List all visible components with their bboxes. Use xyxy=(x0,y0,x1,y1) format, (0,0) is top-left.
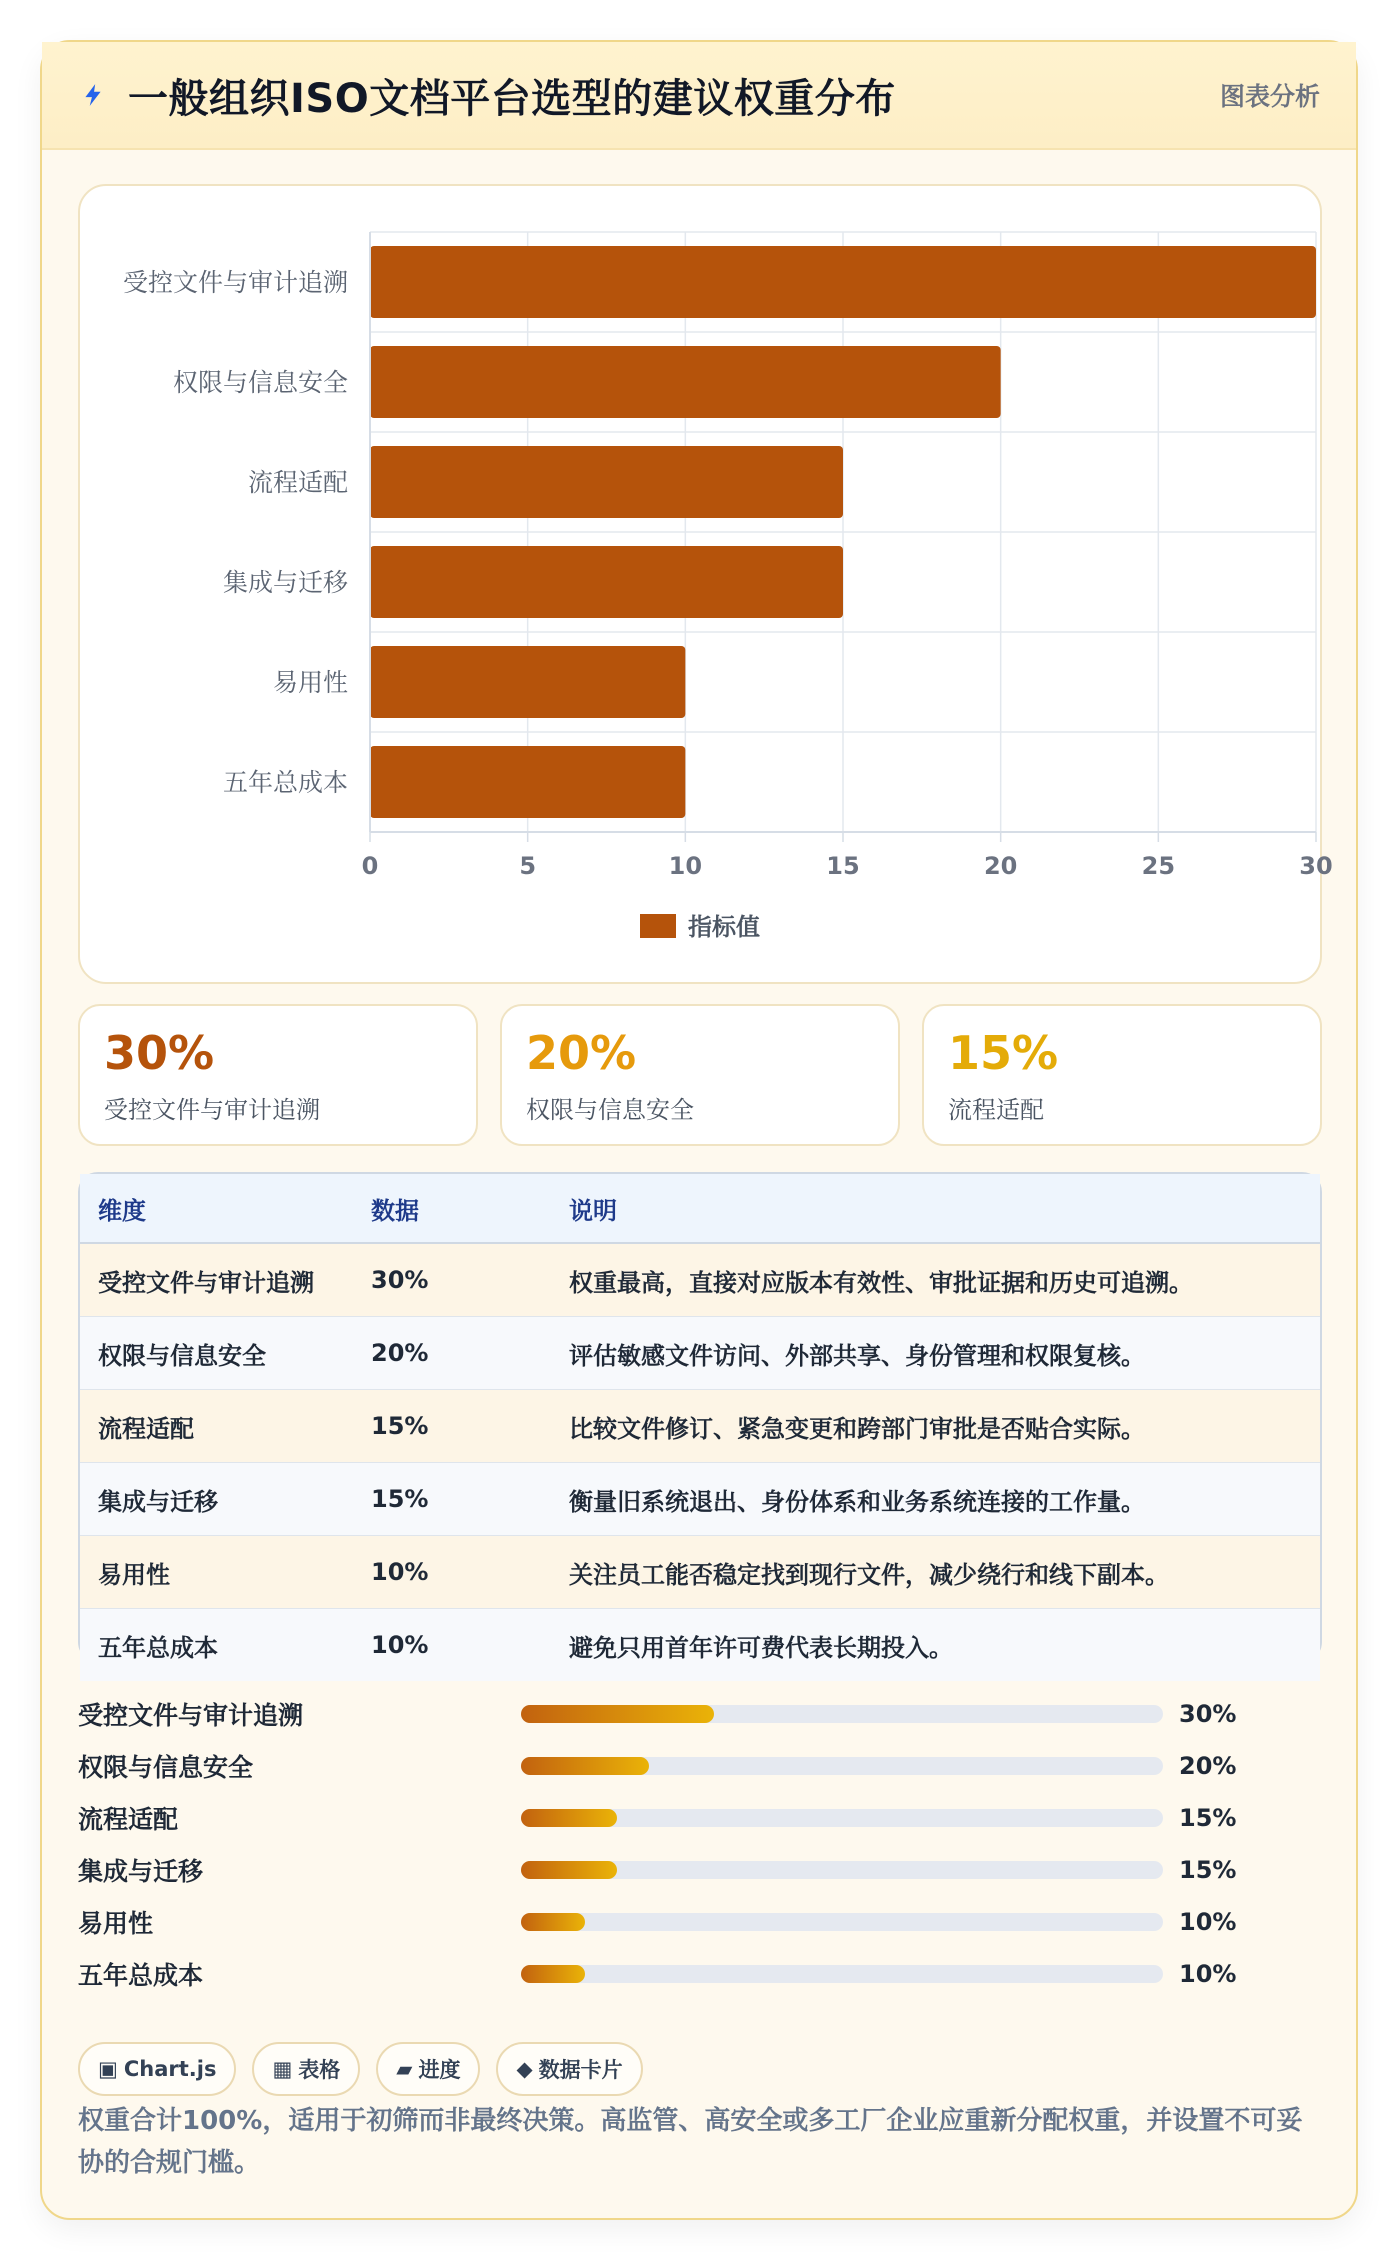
progress-value: 15% xyxy=(1179,1804,1237,1832)
progress-value: 20% xyxy=(1179,1752,1237,1780)
bar xyxy=(370,546,843,618)
stat-card xyxy=(500,1004,900,1146)
cell-dimension: 集成与迁移 xyxy=(80,1463,353,1536)
progress-row xyxy=(78,1896,1322,1948)
stat-card xyxy=(922,1004,1322,1146)
bar xyxy=(370,646,685,718)
progress-value: 10% xyxy=(1179,1908,1237,1936)
stat-label: 受控文件与审计追溯 xyxy=(104,1096,320,1124)
x-tick-label: 30 xyxy=(1299,852,1333,880)
cell-data: 10% xyxy=(353,1609,551,1682)
cell-data: 20% xyxy=(353,1317,551,1390)
chip-chartjs[interactable] xyxy=(78,2042,236,2096)
cell-description: 评估敏感文件访问、外部共享、身份管理和权限复核。 xyxy=(551,1317,1320,1390)
page-title: 一般组织ISO文档平台选型的建议权重分布 xyxy=(128,75,896,122)
progress-row xyxy=(78,1740,1322,1792)
cell-data: 15% xyxy=(353,1390,551,1463)
cell-dimension: 流程适配 xyxy=(80,1390,353,1463)
x-tick-label: 5 xyxy=(519,852,537,880)
table-row xyxy=(80,1536,1320,1609)
stat-value: 30% xyxy=(104,1026,215,1080)
progress-fill xyxy=(521,1757,649,1775)
chart-analysis-tag: 图表分析 xyxy=(1219,82,1320,111)
table-row xyxy=(80,1609,1320,1682)
legend-swatch xyxy=(640,914,676,938)
cell-description: 比较文件修订、紧急变更和跨部门审批是否贴合实际。 xyxy=(551,1390,1320,1463)
progress-value: 10% xyxy=(1179,1960,1237,1988)
stat-value: 20% xyxy=(526,1026,637,1080)
progress-label: 易用性 xyxy=(78,1909,154,1938)
category-label: 五年总成本 xyxy=(222,768,348,797)
bar xyxy=(370,346,1001,418)
progress-fill xyxy=(521,1965,585,1983)
cell-dimension: 权限与信息安全 xyxy=(80,1317,353,1390)
x-tick-label: 25 xyxy=(1141,852,1176,880)
bar xyxy=(370,246,1316,318)
stat-label: 流程适配 xyxy=(948,1096,1044,1124)
progress-label: 五年总成本 xyxy=(78,1961,204,1990)
cell-data: 30% xyxy=(353,1243,551,1317)
progress-track xyxy=(521,1705,1163,1723)
cell-description: 避免只用首年许可费代表长期投入。 xyxy=(551,1609,1320,1682)
footnote: 权重合计100%，适用于初筛而非最终决策。高监管、高安全或多工厂企业应重新分配权重，并设置不可妥协的合规门槛。 xyxy=(78,2106,1303,2178)
progress-row xyxy=(78,1948,1322,2000)
progress-row xyxy=(78,1688,1322,1740)
progress-track xyxy=(521,1913,1163,1931)
progress-icon: ▰ xyxy=(396,2057,413,2081)
progress-fill xyxy=(521,1861,617,1879)
cell-data: 15% xyxy=(353,1463,551,1536)
chip-label: 数据卡片 xyxy=(538,2058,623,2082)
table-row xyxy=(80,1463,1320,1536)
progress-track xyxy=(521,1809,1163,1827)
x-tick-label: 10 xyxy=(668,852,703,880)
table-row xyxy=(80,1317,1320,1390)
progress-track xyxy=(521,1965,1163,1983)
chip-table[interactable] xyxy=(252,2042,360,2096)
progress-fill xyxy=(521,1809,617,1827)
table-row xyxy=(80,1390,1320,1463)
bar xyxy=(370,746,685,818)
chip-progress[interactable] xyxy=(376,2042,480,2096)
stat-cards xyxy=(78,1004,1322,1146)
chip-data-cards[interactable] xyxy=(496,2042,642,2096)
cell-dimension: 易用性 xyxy=(80,1536,353,1609)
chip-label: 表格 xyxy=(298,2058,341,2082)
cell-description: 衡量旧系统退出、身份体系和业务系统连接的工作量。 xyxy=(551,1463,1320,1536)
stat-label: 权限与信息安全 xyxy=(526,1096,694,1124)
cell-data: 10% xyxy=(353,1536,551,1609)
progress-label: 集成与迁移 xyxy=(78,1857,204,1886)
category-label: 流程适配 xyxy=(247,468,348,497)
cell-description: 权重最高，直接对应版本有效性、审批证据和历史可追溯。 xyxy=(551,1243,1320,1317)
legend-label: 指标值 xyxy=(688,913,760,941)
progress-list xyxy=(78,1688,1322,2000)
cell-description: 关注员工能否稳定找到现行文件，减少绕行和线下副本。 xyxy=(551,1536,1320,1609)
chart-icon: ▣ xyxy=(98,2057,118,2081)
progress-label: 流程适配 xyxy=(78,1805,179,1834)
x-tick-label: 20 xyxy=(983,852,1018,880)
progress-value: 30% xyxy=(1179,1700,1237,1728)
table-header-row xyxy=(80,1174,1320,1243)
column-header-data: 数据 xyxy=(353,1174,551,1243)
category-label: 权限与信息安全 xyxy=(172,368,348,397)
bar-chart-panel xyxy=(78,184,1333,984)
category-label: 集成与迁移 xyxy=(222,568,348,597)
cell-dimension: 受控文件与审计追溯 xyxy=(80,1243,353,1317)
report-card xyxy=(40,40,1358,2220)
weight-table xyxy=(78,1172,1322,1662)
bar-chart xyxy=(80,186,1333,986)
chip-label: Chart.js xyxy=(123,2057,217,2081)
category-label: 易用性 xyxy=(272,668,348,697)
stat-value: 15% xyxy=(948,1026,1059,1080)
stat-card xyxy=(78,1004,478,1146)
progress-row xyxy=(78,1844,1322,1896)
progress-label: 受控文件与审计追溯 xyxy=(78,1701,304,1730)
progress-value: 15% xyxy=(1179,1856,1237,1884)
cell-dimension: 五年总成本 xyxy=(80,1609,353,1682)
progress-fill xyxy=(521,1705,714,1723)
column-header-dimension: 维度 xyxy=(80,1174,353,1243)
progress-label: 权限与信息安全 xyxy=(78,1753,254,1782)
column-header-description: 说明 xyxy=(551,1174,1320,1243)
progress-row xyxy=(78,1792,1322,1844)
progress-fill xyxy=(521,1913,585,1931)
table-icon: ▦ xyxy=(272,2057,293,2081)
feature-chips xyxy=(78,2042,643,2096)
diamond-icon: ◆ xyxy=(516,2057,533,2081)
x-tick-label: 0 xyxy=(361,852,379,880)
card-header xyxy=(42,42,1356,150)
progress-track xyxy=(521,1757,1163,1775)
chip-label: 进度 xyxy=(418,2058,461,2082)
bar xyxy=(370,446,843,518)
table-row xyxy=(80,1243,1320,1317)
x-tick-label: 15 xyxy=(826,852,860,880)
progress-track xyxy=(521,1861,1163,1879)
category-label: 受控文件与审计追溯 xyxy=(122,268,348,297)
lightning-icon xyxy=(80,82,106,108)
